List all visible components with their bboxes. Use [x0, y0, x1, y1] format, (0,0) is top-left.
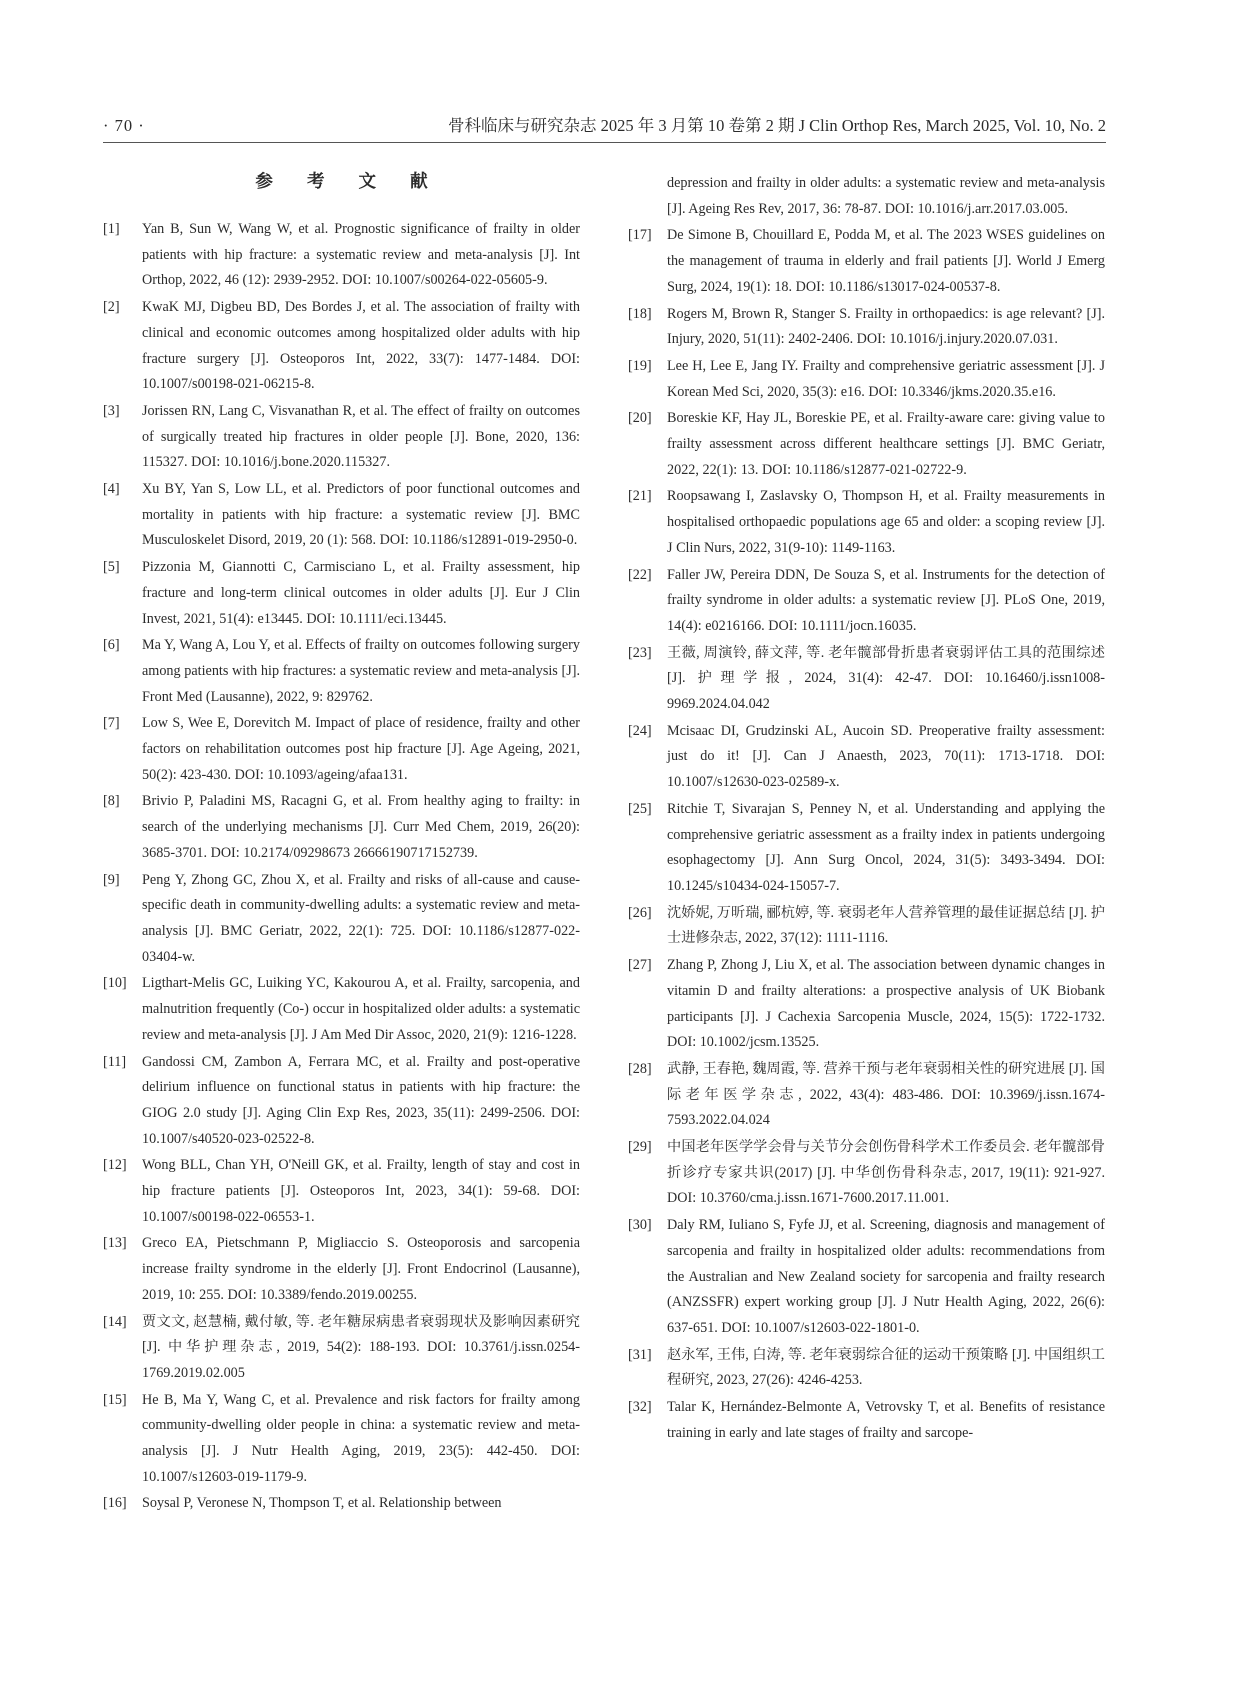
reference-text: Lee H, Lee E, Jang IY. Frailty and comprehensive geriatric assessment [J]. J Korean Med Sci, 2020, 35(3): e16. DOI: 10.3346/jkms.2020.35.e16.	[667, 357, 1105, 400]
reference-number: [29]	[628, 1139, 652, 1156]
reference-item	[628, 1395, 1105, 1446]
reference-text: He B, Ma Y, Wang C, et al. Prevalence and risk factors for frailty among community-dwelling older people in china: a systematic review and meta-analysis [J]. J Nutr Health Aging, 2019, 23(5): 442-450. DOI: 10.1007/s12603-019-1179-9.	[142, 1391, 580, 1485]
reference-item	[628, 719, 1105, 796]
reference-item	[103, 971, 580, 1048]
reference-item	[103, 1050, 580, 1153]
reference-item	[103, 217, 580, 294]
reference-text: 武静, 王春艳, 魏周霞, 等. 营养干预与老年衰弱相关性的研究进展 [J]. 国际老年医学杂志, 2022, 43(4): 483-486. DOI: 10.3969/j.issn.1674-7593.2022.04.024	[667, 1060, 1105, 1129]
reference-number: [18]	[628, 305, 652, 322]
reference-number: [7]	[103, 715, 120, 732]
section-title: 参 考 文 献	[255, 172, 442, 192]
reference-number: [24]	[628, 722, 652, 739]
reference-number: [23]	[628, 644, 652, 661]
reference-item	[628, 406, 1105, 483]
reference-item	[103, 789, 580, 866]
reference-item	[628, 1057, 1105, 1134]
reference-number: [17]	[628, 227, 652, 244]
reference-text: Ritchie T, Sivarajan S, Penney N, et al. Understanding and applying the comprehensive geriatric assessment as a frailty index in patients undergoing esophagectomy [J]. Ann Surg Oncol, 2024, 31(5): 3493-3494. DOI: 10.1245/s10434-024-15057-7.	[667, 800, 1105, 894]
reference-text: Talar K, Hernández-Belmonte A, Vetrovsky T, et al. Benefits of resistance training in early and late stages of frailty and sarcope-	[667, 1399, 1105, 1441]
reference-text: De Simone B, Chouillard E, Podda M, et al. The 2023 WSES guidelines on the management of trauma in elderly and frail patients [J]. World J Emerg Surg, 2024, 19(1): 18. DOI: 10.1186/s13017-024-00537-8.	[667, 227, 1105, 295]
reference-number: [13]	[103, 1235, 127, 1252]
reference-text: Wong BLL, Chan YH, O'Neill GK, et al. Frailty, length of stay and cost in hip fracture patients [J]. Osteoporos Int, 2023, 34(1): 59-68. DOI: 10.1007/s00198-022-06553-1.	[142, 1157, 580, 1225]
reference-number: [21]	[628, 488, 652, 505]
reference-number: [12]	[103, 1157, 127, 1174]
reference-number: [1]	[103, 221, 120, 237]
reference-text: Boreskie KF, Hay JL, Boreskie PE, et al. Frailty-aware care: giving value to frailty assessment across different healthcare settings [J]. BMC Geriatr, 2022, 22(1): 13. DOI: 10.1186/s12877-021-02722-9.	[667, 410, 1105, 478]
reference-item	[628, 563, 1105, 640]
reference-text: Brivio P, Paladini MS, Racagni G, et al. From healthy aging to frailty: in search of the underlying mechanisms [J]. Curr Med Chem, 2019, 26(20): 3685-3701. DOI: 10.2174/09298673 26666190717152739.	[142, 793, 580, 861]
reference-item	[103, 477, 580, 554]
reference-item	[103, 1388, 580, 1491]
reference-text: Low S, Wee E, Dorevitch M. Impact of place of residence, frailty and other factors on rehabilitation outcomes post hip fracture [J]. Age Ageing, 2021, 50(2): 423-430. DOI: 10.1093/ageing/afaa131.	[142, 715, 580, 783]
reference-number: [26]	[628, 904, 652, 921]
reference-item	[103, 1231, 580, 1308]
reference-item	[628, 953, 1105, 1056]
reference-item	[628, 797, 1105, 900]
reference-item	[628, 1343, 1105, 1394]
reference-number: [10]	[103, 975, 127, 992]
reference-item	[628, 1213, 1105, 1342]
reference-text: depression and frailty in older adults: a systematic review and meta-analysis [J]. Ageing Res Rev, 2017, 36: 78-87. DOI: 10.1016/j.arr.2017.03.005.	[667, 175, 1105, 217]
reference-number: [30]	[628, 1217, 652, 1234]
reference-number: [2]	[103, 299, 120, 316]
reference-text: Faller JW, Pereira DDN, De Souza S, et al. Instruments for the detection of frailty syndrome in older adults: a systematic review [J]. PLoS One, 2019, 14(4): e0216166. DOI: 10.1111/jocn.16035.	[667, 566, 1105, 634]
reference-text: 王薇, 周演铃, 薛文萍, 等. 老年髋部骨折患者衰弱评估工具的范围综述 [J]. 护理学报, 2024, 31(4): 42-47. DOI: 10.16460/j.issn1008-9969.2024.04.042	[667, 644, 1105, 713]
reference-item	[628, 1135, 1105, 1212]
reference-item	[103, 1153, 580, 1230]
reference-text: Peng Y, Zhong GC, Zhou X, et al. Frailty and risks of all-cause and cause-specific death in community-dwelling adults: a systematic review and meta-analysis [J]. BMC Geriatr, 2022, 22(1): 725. DOI: 10.1186/s12877-022-03404-w.	[142, 871, 580, 965]
reference-number: [6]	[103, 637, 120, 654]
reference-number: [15]	[103, 1391, 127, 1408]
reference-text: 中国老年医学学会骨与关节分会创伤骨科学术工作委员会. 老年髋部骨折诊疗专家共识(2017) [J]. 中华创伤骨科杂志, 2017, 19(11): 921-927. DOI: 10.3760/cma.j.issn.1671-7600.2017.11.001.	[667, 1139, 1105, 1207]
reference-text: Yan B, Sun W, Wang W, et al. Prognostic significance of frailty in older patients with hip fracture: a systematic review and meta-analysis [J]. Int Orthop, 2022, 46 (12): 2939-2952. DOI: 10.1007/s00264-022-05605-9.	[142, 221, 580, 289]
reference-text: Daly RM, Iuliano S, Fyfe JJ, et al. Screening, diagnosis and management of sarcopenia and frailty in hospitalized older adults: recommendations from the Australian and New Zealand society for sarcopenia and frailty research (ANZSSFR) expert working group [J]. J Nutr Health Aging, 2022, 26(6): 637-651. DOI: 10.1007/s12603-022-1801-0.	[667, 1217, 1105, 1336]
reference-item	[628, 354, 1105, 405]
running-header	[103, 116, 1106, 143]
journal-citation: 骨科临床与研究杂志 2025 年 3 月第 10 卷第 2 期 J Clin Orthop Res, March 2025, Vol. 10, No. 2	[447, 116, 1106, 135]
reference-number: [5]	[103, 559, 120, 576]
reference-number: [16]	[103, 1495, 127, 1512]
reference-number: [20]	[628, 410, 652, 427]
reference-text: Xu BY, Yan S, Low LL, et al. Predictors of poor functional outcomes and mortality in patients with hip fracture: a systematic review [J]. BMC Musculoskelet Disord, 2019, 20 (1): 568. DOI: 10.1186/s12891-019-2950-0.	[142, 481, 580, 549]
reference-number: [27]	[628, 957, 652, 974]
reference-item	[628, 641, 1105, 718]
reference-text: Roopsawang I, Zaslavsky O, Thompson H, et al. Frailty measurements in hospitalised orthopaedic populations age 65 and older: a scoping review [J]. J Clin Nurs, 2022, 31(9-10): 1149-1163.	[667, 488, 1105, 556]
reference-number: [3]	[103, 402, 120, 419]
reference-number: [28]	[628, 1060, 652, 1077]
page-number: · 70 ·	[103, 116, 145, 135]
reference-item	[628, 302, 1105, 353]
reference-text: KwaK MJ, Digbeu BD, Des Bordes J, et al. The association of frailty with clinical and economic outcomes among hospitalized older adults with hip fracture surgery [J]. Osteoporos Int, 2022, 33(7): 1477-1484. DOI: 10.1007/s00198-021-06215-8.	[142, 299, 580, 393]
reference-item	[103, 1491, 580, 1517]
reference-text: Ligthart-Melis GC, Luiking YC, Kakourou A, et al. Frailty, sarcopenia, and malnutrition frequently (Co-) occur in hospitalized older adults: a systematic review and meta-analysis [J]. J Am Med Dir Assoc, 2020, 21(9): 1216-1228.	[142, 975, 580, 1043]
reference-number: [9]	[103, 871, 120, 888]
reference-item	[103, 295, 580, 398]
reference-item	[103, 399, 580, 476]
reference-list-right	[628, 171, 1105, 1446]
reference-text: 沈娇妮, 万昕瑞, 郦杭婷, 等. 衰弱老年人营养管理的最佳证据总结 [J]. 护士进修杂志, 2022, 37(12): 1111-1116.	[667, 904, 1105, 947]
reference-item	[628, 484, 1105, 561]
reference-text: Mcisaac DI, Grudzinski AL, Aucoin SD. Preoperative frailty assessment: just do it! [J]. Can J Anaesth, 2023, 70(11): 1713-1718. DOI: 10.1007/s12630-023-02589-x.	[667, 722, 1105, 791]
reference-text: Pizzonia M, Giannotti C, Carmisciano L, et al. Frailty assessment, hip fracture and long-term clinical outcomes in older adults [J]. Eur J Clin Invest, 2021, 51(4): e13445. DOI: 10.1111/eci.13445.	[142, 559, 580, 627]
reference-item	[103, 633, 580, 710]
reference-text: Jorissen RN, Lang C, Visvanathan R, et al. The effect of frailty on outcomes of surgically treated hip fractures in older people [J]. Bone, 2020, 136: 115327. DOI: 10.1016/j.bone.2020.115327.	[142, 402, 580, 471]
reference-number: [14]	[103, 1313, 127, 1330]
right-column	[628, 171, 1105, 1447]
reference-text: Ma Y, Wang A, Lou Y, et al. Effects of frailty on outcomes following surgery among patients with hip fractures: a systematic review and meta-analysis [J]. Front Med (Lausanne), 2022, 9: 829762.	[142, 637, 580, 705]
reference-item	[628, 901, 1105, 952]
reference-number: [32]	[628, 1399, 652, 1416]
reference-continuation	[628, 171, 1105, 222]
reference-text: Soysal P, Veronese N, Thompson T, et al. Relationship between	[142, 1495, 502, 1512]
reference-number: [4]	[103, 481, 120, 498]
reference-text: Gandossi CM, Zambon A, Ferrara MC, et al. Frailty and post-operative delirium influence on functional status in patients with hip fracture: the GIOG 2.0 study [J]. Aging Clin Exp Res, 2023, 35(11): 2499-2506. DOI: 10.1007/s40520-023-02522-8.	[142, 1053, 580, 1147]
reference-number: [31]	[628, 1346, 652, 1363]
reference-number: [8]	[103, 793, 120, 810]
reference-text: Zhang P, Zhong J, Liu X, et al. The association between dynamic changes in vitamin D and frailty alterations: a prospective analysis of UK Biobank participants [J]. J Cachexia Sarcopenia Muscle, 2024, 15(5): 1722-1732. DOI: 10.1002/jcsm.13525.	[667, 957, 1105, 1051]
left-column	[103, 166, 580, 1518]
reference-text: Greco EA, Pietschmann P, Migliaccio S. Osteoporosis and sarcopenia increase frailty syndrome in the elderly [J]. Front Endocrinol (Lausanne), 2019, 10: 255. DOI: 10.3389/fendo.2019.00255.	[142, 1235, 580, 1303]
reference-item	[628, 223, 1105, 300]
reference-number: [22]	[628, 566, 652, 583]
reference-item	[103, 868, 580, 971]
reference-number: [11]	[103, 1053, 127, 1070]
reference-item	[103, 1310, 580, 1387]
reference-item	[103, 711, 580, 788]
reference-text: 贾文文, 赵慧楠, 戴付敏, 等. 老年糖尿病患者衰弱现状及影响因素研究 [J]. 中华护理杂志, 2019, 54(2): 188-193. DOI: 10.3761/j.issn.0254-1769.2019.02.005	[142, 1313, 580, 1381]
reference-number: [19]	[628, 357, 652, 374]
reference-text: Rogers M, Brown R, Stanger S. Frailty in orthopaedics: is age relevant? [J]. Injury, 2020, 51(11): 2402-2406. DOI: 10.1016/j.injury.2020.07.031.	[667, 305, 1105, 348]
reference-text: 赵永军, 王伟, 白涛, 等. 老年衰弱综合征的运动干预策略 [J]. 中国组织工程研究, 2023, 27(26): 4246-4253.	[667, 1346, 1105, 1389]
reference-number: [25]	[628, 800, 652, 817]
reference-list-left	[103, 217, 580, 1517]
reference-item	[103, 555, 580, 632]
